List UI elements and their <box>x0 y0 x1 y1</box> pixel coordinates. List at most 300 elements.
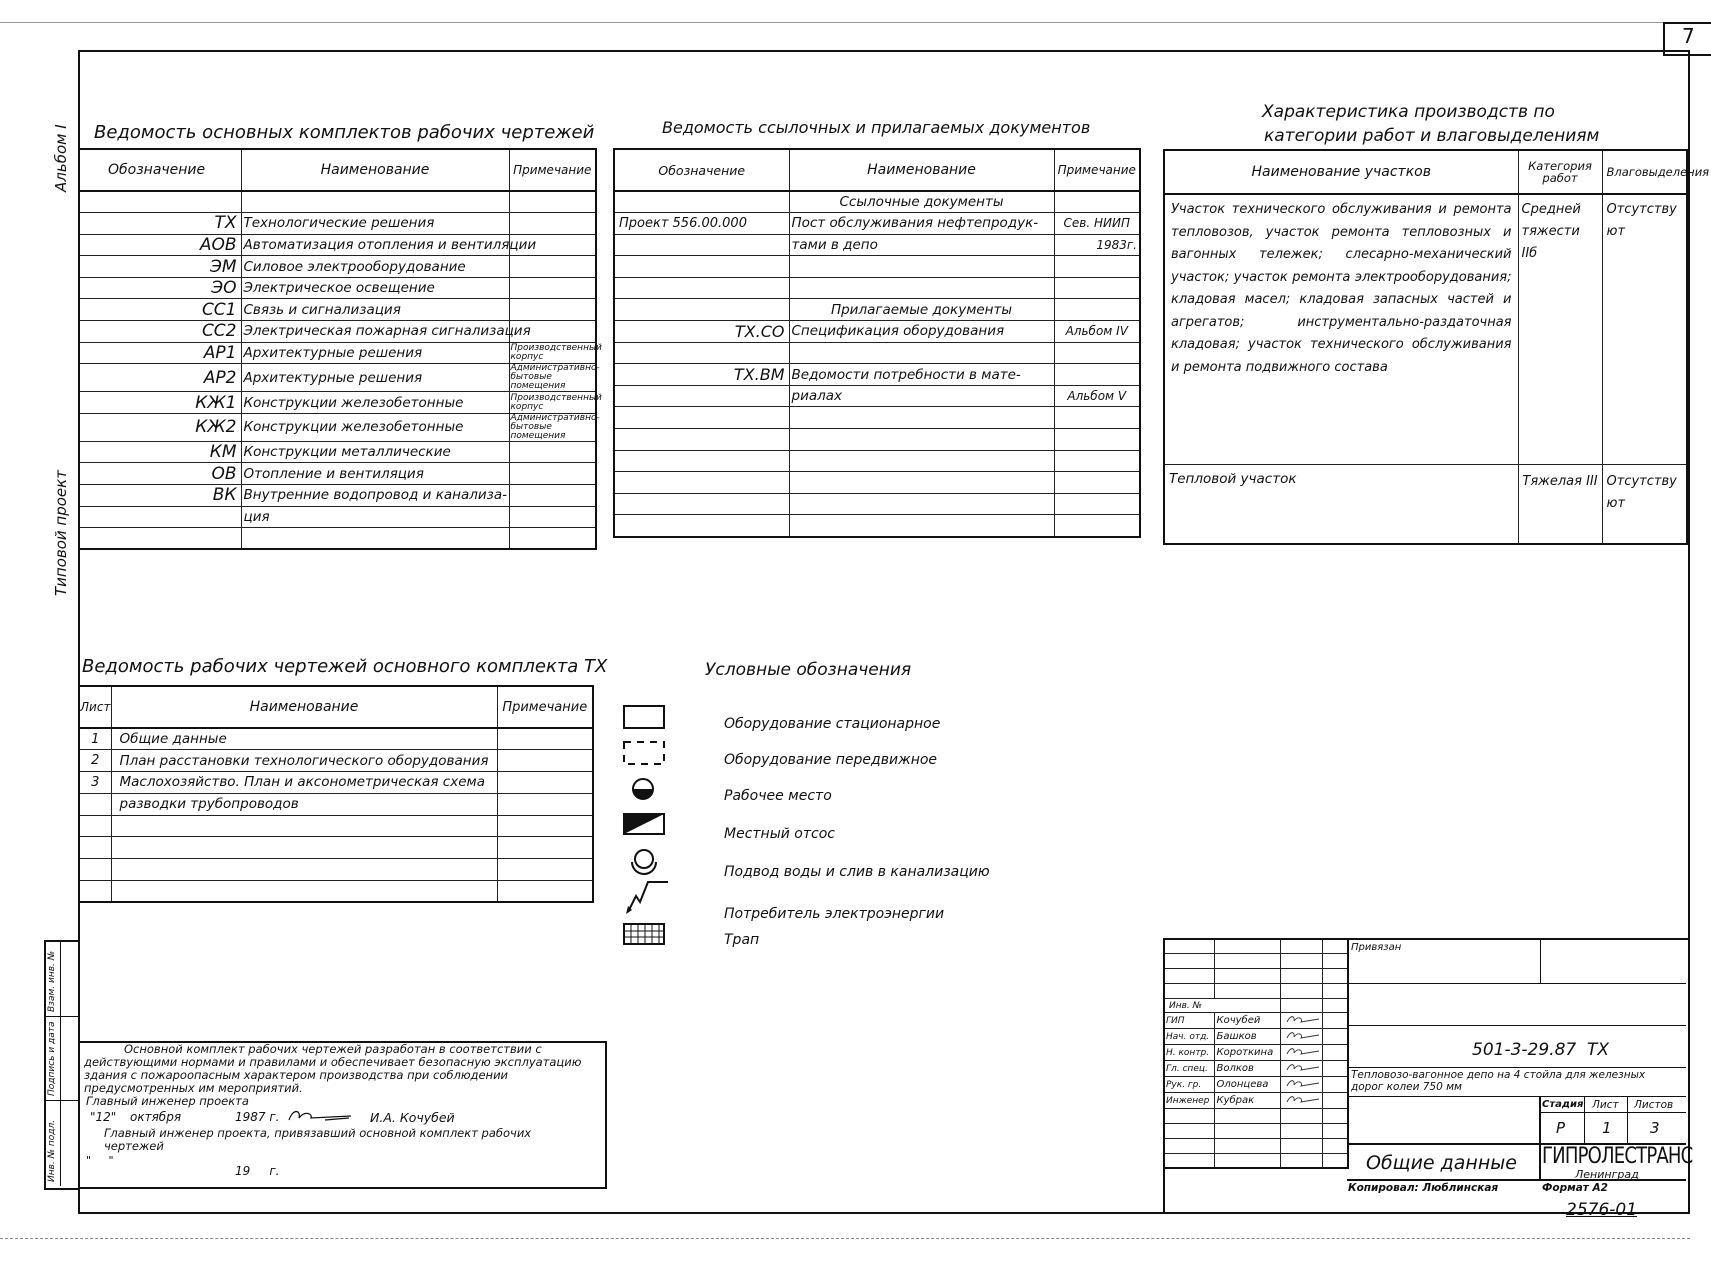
row-designation: КМ <box>79 441 241 463</box>
col-designation: Обозначение <box>614 149 789 191</box>
organization-city: Ленинград <box>1575 1168 1639 1181</box>
row-name: Силовое электрооборудование <box>241 256 509 278</box>
staff-row <box>1164 1013 1348 1029</box>
sheet-value: 1 <box>1602 1119 1612 1137</box>
row-name: Пост обслуживания нефтепродук- <box>789 213 1054 235</box>
row-designation <box>614 450 789 472</box>
row-note <box>497 728 593 750</box>
blank-cell <box>1280 1153 1322 1168</box>
row-sheet: 2 <box>79 750 111 772</box>
blank-cell <box>1214 1153 1280 1168</box>
row-designation: АР2 <box>79 364 241 392</box>
row-name: Архитектурные решения <box>241 342 509 364</box>
table-row <box>1164 983 1348 998</box>
stamp-cell-signature: Подпись и дата <box>47 1021 57 1096</box>
blank-cell <box>1214 1139 1280 1154</box>
staff-name: Кочубей <box>1214 1013 1280 1029</box>
table-row <box>1164 194 1687 464</box>
row-name: Электрическое освещение <box>241 277 509 299</box>
staff-role: Гл. спец. <box>1164 1061 1214 1077</box>
left-strip-divider-2 <box>44 1100 78 1101</box>
moisture: Отсутствуют <box>1602 464 1687 544</box>
row-note <box>497 881 593 903</box>
row-name: Связь и сигнализация <box>241 299 509 321</box>
blank-cell <box>1164 954 1214 969</box>
chief-engineer-label: Главный инженер проекта <box>86 1094 249 1108</box>
row-note <box>497 750 593 772</box>
inventory-row <box>1164 998 1348 1013</box>
col-moisture: Влаговыделения <box>1602 150 1687 194</box>
moisture: Отсутствуют <box>1602 194 1687 464</box>
power-consumer-icon <box>622 880 670 916</box>
row-note: 1983г. <box>1054 234 1140 256</box>
row-designation <box>614 515 789 537</box>
tb-line-1 <box>1347 983 1686 984</box>
row-note: Альбом IV <box>1054 321 1140 343</box>
row-name <box>111 859 497 881</box>
section-heading-row <box>614 299 1140 321</box>
staff-signature <box>1280 1013 1322 1029</box>
table-row <box>79 392 596 414</box>
table-row <box>1164 969 1348 984</box>
staff-row <box>1164 1029 1348 1045</box>
legend-label: Трап <box>724 932 760 948</box>
row-name <box>111 881 497 903</box>
row-note: Производственный корпус <box>510 342 602 362</box>
row-note <box>497 837 593 859</box>
table-row <box>79 528 596 550</box>
col-designation: Обозначение <box>79 149 241 191</box>
staff-role: Инженер <box>1164 1093 1214 1109</box>
row-designation: КЖ1 <box>79 392 241 414</box>
row-name <box>111 837 497 859</box>
signature-icon <box>1285 1061 1323 1073</box>
staff-role: ГИП <box>1164 1013 1214 1029</box>
blank-cell <box>1164 983 1214 998</box>
stage-hline <box>1539 1112 1686 1113</box>
col-name: Наименование <box>789 149 1054 191</box>
col-name: Наименование <box>241 149 509 191</box>
legend-label: Местный отсос <box>724 826 835 842</box>
row-designation <box>614 385 789 407</box>
row-sheet: 1 <box>79 728 111 750</box>
row-name <box>241 528 509 550</box>
table-row <box>614 407 1140 429</box>
row-name: Отопление и вентиляция <box>241 463 509 485</box>
row-sheet: 3 <box>79 772 111 794</box>
row-sheet <box>79 793 111 815</box>
row-note <box>509 299 596 321</box>
blank-cell <box>1280 969 1322 984</box>
local-exhaust-icon <box>622 812 666 838</box>
legend-label: Оборудование передвижное <box>724 752 938 768</box>
row-note <box>509 441 596 463</box>
row-name: риалах <box>789 385 1054 407</box>
blank-cell <box>1322 1093 1348 1109</box>
row-note <box>1054 407 1140 429</box>
row-note <box>509 213 596 235</box>
row-name: тами в депо <box>789 234 1054 256</box>
row-note <box>1054 429 1140 451</box>
tb-line-2 <box>1347 1025 1686 1026</box>
table-row <box>79 881 593 903</box>
table-row <box>614 472 1140 494</box>
table-row <box>79 342 596 364</box>
table-row <box>614 429 1140 451</box>
blank-cell <box>1280 983 1322 998</box>
sheet-label: Лист <box>1592 1099 1619 1111</box>
table-row <box>79 772 593 794</box>
row-designation: ТХ <box>79 213 241 235</box>
table-row <box>1164 1109 1348 1124</box>
col-section-name: Наименование участков <box>1164 150 1518 194</box>
row-designation: АОВ <box>79 234 241 256</box>
signature-icon <box>285 1106 355 1126</box>
blank-cell <box>1322 969 1348 984</box>
blank-cell <box>1214 954 1280 969</box>
row-name: Ведомости потребности в мате- <box>789 364 1054 386</box>
table-row <box>79 213 596 235</box>
left-strip-divider-1 <box>44 1016 78 1017</box>
table-row <box>79 191 596 213</box>
table-row <box>614 234 1140 256</box>
production-title-line2: категории работ и влаговыделениям <box>1264 126 1600 146</box>
row-designation <box>614 234 789 256</box>
staff-name: Волков <box>1214 1061 1280 1077</box>
row-name <box>789 493 1054 515</box>
row-name: Автоматизация отопления и вентиляции <box>241 234 509 256</box>
table-row <box>1164 1153 1348 1168</box>
row-designation: ТХ.ВМ <box>614 364 789 386</box>
row-sheet <box>79 881 111 903</box>
col-note: Примечание <box>1054 149 1140 191</box>
row-designation <box>614 429 789 451</box>
workplace-icon <box>630 776 656 802</box>
row-name: Спецификация оборудования <box>789 321 1054 343</box>
row-designation: Проект 556.00.000 <box>614 213 789 235</box>
table-row <box>1164 1139 1348 1154</box>
binding-engineer-label: Главный инженер проекта, привязавший основной комплект рабочих чертежей <box>104 1126 532 1153</box>
bottom-cut-line <box>0 1238 1690 1239</box>
table-row <box>614 450 1140 472</box>
tx-sheets-title: Ведомость рабочих чертежей основного комплекта ТХ <box>82 656 608 677</box>
stage-value: Р <box>1556 1119 1566 1137</box>
blank-cell <box>1214 939 1280 954</box>
row-note <box>1054 450 1140 472</box>
table-row <box>79 413 596 441</box>
table-row <box>79 234 596 256</box>
col-note: Примечание <box>497 686 593 728</box>
staff-row <box>1164 1061 1348 1077</box>
blank-cell <box>1280 954 1322 969</box>
staff-name: Башков <box>1214 1029 1280 1045</box>
production-title-line1: Характеристика производств по <box>1262 102 1555 122</box>
stamp-cell-replacement: Взам. инв. № <box>47 950 57 1012</box>
col-note: Примечание <box>509 149 596 191</box>
row-designation: ТХ.СО <box>614 321 789 343</box>
table-row <box>79 299 596 321</box>
blank-cell <box>1322 1153 1348 1168</box>
table-row <box>79 815 593 837</box>
binding-date-quotes: " " <box>86 1154 114 1167</box>
work-category: Тяжелая III <box>1518 464 1602 544</box>
row-note <box>497 859 593 881</box>
row-name: Конструкции железобетонные <box>241 392 509 414</box>
blank-cell <box>1322 1061 1348 1077</box>
row-designation <box>79 506 241 528</box>
tx-sheets-table <box>78 685 594 903</box>
row-name: Общие данные <box>111 728 497 750</box>
drain-grate-icon <box>622 922 666 946</box>
row-designation: ОВ <box>79 463 241 485</box>
tb-bottom <box>1347 1179 1686 1181</box>
row-note: Альбом V <box>1054 385 1140 407</box>
signature-icon <box>1285 1045 1323 1057</box>
blank-cell <box>1280 998 1322 1013</box>
row-designation: ЭО <box>79 277 241 299</box>
table-row <box>79 277 596 299</box>
blank-cell <box>1280 939 1322 954</box>
binding-date-year: 19 г. <box>235 1164 280 1178</box>
row-name: ция <box>241 506 509 528</box>
archive-number: 2576-01 <box>1566 1200 1638 1220</box>
table-row <box>79 441 596 463</box>
legend-label: Подвод воды и слив в канализацию <box>724 864 990 880</box>
main-sets-title: Ведомость основных комплектов рабочих чертежей <box>94 122 595 143</box>
row-designation <box>614 277 789 299</box>
signature-icon <box>1285 1029 1323 1041</box>
row-note <box>509 277 596 299</box>
blank-cell <box>1322 1029 1348 1045</box>
row-name: Внутренние водопровод и канализа- <box>241 485 509 507</box>
row-designation <box>79 528 241 550</box>
blank-cell <box>1280 1124 1322 1139</box>
row-note <box>1054 342 1140 364</box>
row-note <box>1054 472 1140 494</box>
approval-date-month: октября <box>130 1110 182 1124</box>
row-note <box>497 793 593 815</box>
mobile-equipment-icon <box>622 740 666 766</box>
blank-cell <box>1164 1124 1214 1139</box>
row-note <box>1054 256 1140 278</box>
staff-signature <box>1280 1077 1322 1093</box>
table-row <box>79 364 596 392</box>
table-row <box>79 463 596 485</box>
sheets-value: 3 <box>1650 1119 1660 1137</box>
staff-row <box>1164 1077 1348 1093</box>
copied-by: Копировал: Люблинская <box>1348 1182 1499 1194</box>
table-row <box>79 837 593 859</box>
sheet-number: 7 <box>1682 24 1695 48</box>
staff-signature <box>1280 1029 1322 1045</box>
blank-cell <box>1164 1153 1214 1168</box>
album-label: Альбом I <box>52 124 70 192</box>
row-note: Сев. НИИП <box>1054 213 1140 235</box>
row-name <box>789 256 1054 278</box>
table-row <box>79 793 593 815</box>
row-note: Административно-бытовые помещения <box>510 363 600 392</box>
row-note <box>509 528 596 550</box>
signature-icon <box>1285 1013 1323 1025</box>
row-name: Конструкции железобетонные <box>241 413 509 441</box>
org-divider <box>1539 1143 1541 1179</box>
top-line <box>0 22 1663 23</box>
water-drain-icon <box>628 846 660 878</box>
row-designation: СС1 <box>79 299 241 321</box>
table-row <box>79 321 596 343</box>
row-name: Технологические решения <box>241 213 509 235</box>
staff-role: Н. контр. <box>1164 1045 1214 1061</box>
stage-divider-1 <box>1584 1096 1585 1143</box>
staff-table <box>1163 938 1349 1169</box>
signature-icon <box>1285 1093 1323 1105</box>
document-code: 501-3-29.87 ТХ <box>1472 1040 1610 1060</box>
blank-cell <box>1280 1109 1322 1124</box>
blank-cell <box>1322 954 1348 969</box>
blank-cell <box>1322 1139 1348 1154</box>
row-note <box>1054 299 1140 321</box>
row-name: План расстановки технологического оборудования <box>111 750 497 772</box>
blank-cell <box>1164 939 1214 954</box>
blank-cell <box>1214 1124 1280 1139</box>
staff-signature <box>1280 1093 1322 1109</box>
row-designation <box>614 191 789 213</box>
row-designation <box>614 493 789 515</box>
blank-cell <box>1280 1139 1322 1154</box>
ref-docs-table <box>613 148 1141 538</box>
row-designation <box>614 472 789 494</box>
row-name: разводки трубопроводов <box>111 793 497 815</box>
section-name: Тепловой участок <box>1164 464 1518 544</box>
sheets-label: Листов <box>1634 1099 1674 1111</box>
row-designation <box>79 191 241 213</box>
legend <box>620 700 1040 960</box>
stationary-equipment-icon <box>622 704 666 730</box>
table-row <box>614 277 1140 299</box>
inventory-label: Инв. № <box>1164 998 1280 1013</box>
staff-signature <box>1280 1061 1322 1077</box>
row-name <box>789 429 1054 451</box>
blank-cell <box>1164 969 1214 984</box>
row-note <box>1054 515 1140 537</box>
approval-date-day: "12" <box>90 1110 117 1124</box>
row-designation: КЖ2 <box>79 413 241 441</box>
table-row <box>614 213 1140 235</box>
legend-label: Потребитель электроэнергии <box>724 906 945 922</box>
row-sheet <box>79 815 111 837</box>
table-row <box>614 385 1140 407</box>
row-designation <box>614 342 789 364</box>
staff-row <box>1164 1093 1348 1109</box>
stamp-cell-inventory: Инв. № подл. <box>47 1119 57 1182</box>
blank-cell <box>1322 1045 1348 1061</box>
table-row <box>79 256 596 278</box>
table-row <box>79 728 593 750</box>
col-work-category: Категория работ <box>1518 150 1602 194</box>
row-name: Электрическая пожарная сигнализация <box>241 321 509 343</box>
staff-name: Олонцева <box>1214 1077 1280 1093</box>
table-row <box>614 256 1140 278</box>
blank-cell <box>1322 1013 1348 1029</box>
staff-name: Кубрак <box>1214 1093 1280 1109</box>
row-designation: АР1 <box>79 342 241 364</box>
row-name: Архитектурные решения <box>241 364 509 392</box>
ref-docs-title: Ведомость ссылочных и прилагаемых документов <box>662 118 1091 137</box>
row-note <box>1054 493 1140 515</box>
blank-cell <box>1322 998 1348 1013</box>
row-note <box>497 772 593 794</box>
stage-divider-2 <box>1627 1096 1628 1143</box>
row-note <box>1054 364 1140 386</box>
row-name <box>789 277 1054 299</box>
row-sheet <box>79 859 111 881</box>
blank-cell <box>1322 1109 1348 1124</box>
project-type-label: Типовой проект <box>52 470 70 596</box>
row-note <box>509 256 596 278</box>
row-name <box>241 191 509 213</box>
table-row <box>79 485 596 507</box>
row-designation: СС2 <box>79 321 241 343</box>
certification-text: Основной комплект рабочих чертежей разработан в соответствии с действующими нормами и правилами и обеспечивает безопасную эксплуатацию здания с пожароопасным характером производства при соблюдении предусмотренных им мероприятий. <box>84 1042 582 1095</box>
blank-cell <box>1214 969 1280 984</box>
col-name: Наименование <box>111 686 497 728</box>
row-name <box>789 342 1054 364</box>
signature-icon <box>1285 1077 1323 1089</box>
blank-cell <box>1322 1077 1348 1093</box>
work-category: Средней тяжести IIб <box>1518 194 1602 464</box>
left-strip-col <box>60 940 61 1186</box>
stage-label: Стадия <box>1542 1099 1584 1110</box>
staff-role: Нач. отд. <box>1164 1029 1214 1045</box>
blank-cell <box>1322 1124 1348 1139</box>
main-sets-table <box>78 148 602 550</box>
table-row <box>79 750 593 772</box>
staff-name: Короткина <box>1214 1045 1280 1061</box>
row-note: Административно-бытовые помещения <box>510 412 600 441</box>
staff-signature <box>1280 1045 1322 1061</box>
row-note <box>509 463 596 485</box>
blank-cell <box>1164 1139 1214 1154</box>
staff-role: Рук. гр. <box>1164 1077 1214 1093</box>
legend-label: Оборудование стационарное <box>724 716 941 732</box>
section-name: Участок технического обслуживания и ремонта тепловозов, участок ремонта тепловозных и вагонных тележек; слесарно-механический участок; участок ремонта электрооборудования; кладовая масел; кладовая запасных частей и агрегатов; инструментально-раздаточная кладовая; участок технического обслуживания и ремонта подвижного состава <box>1164 194 1518 464</box>
blank-cell <box>1322 939 1348 954</box>
bound-label: Привязан <box>1351 942 1402 953</box>
blank-cell <box>1164 1109 1214 1124</box>
row-name <box>789 407 1054 429</box>
row-note: Производственный корпус <box>510 392 602 412</box>
legend-label: Рабочее место <box>724 788 832 804</box>
bound-cell-divider <box>1540 938 1541 983</box>
legend-title: Условные обозначения <box>705 660 912 680</box>
table-row <box>79 859 593 881</box>
paper-format: Формат А2 <box>1542 1182 1608 1194</box>
blank-cell <box>1322 983 1348 998</box>
table-row <box>614 342 1140 364</box>
row-name: Маслохозяйство. План и аксонометрическая схема <box>111 772 497 794</box>
blank-cell <box>1214 983 1280 998</box>
blank-cell <box>1214 1109 1280 1124</box>
row-designation: ВК <box>79 485 241 507</box>
row-name: Конструкции металлические <box>241 441 509 463</box>
table-row <box>614 515 1140 537</box>
table-row <box>79 506 596 528</box>
col-sheet: Лист <box>79 686 111 728</box>
row-designation <box>614 299 789 321</box>
row-name: Ссылочные документы <box>789 191 1054 213</box>
row-designation: ЭМ <box>79 256 241 278</box>
signature-name: И.А. Кочубей <box>370 1110 455 1125</box>
